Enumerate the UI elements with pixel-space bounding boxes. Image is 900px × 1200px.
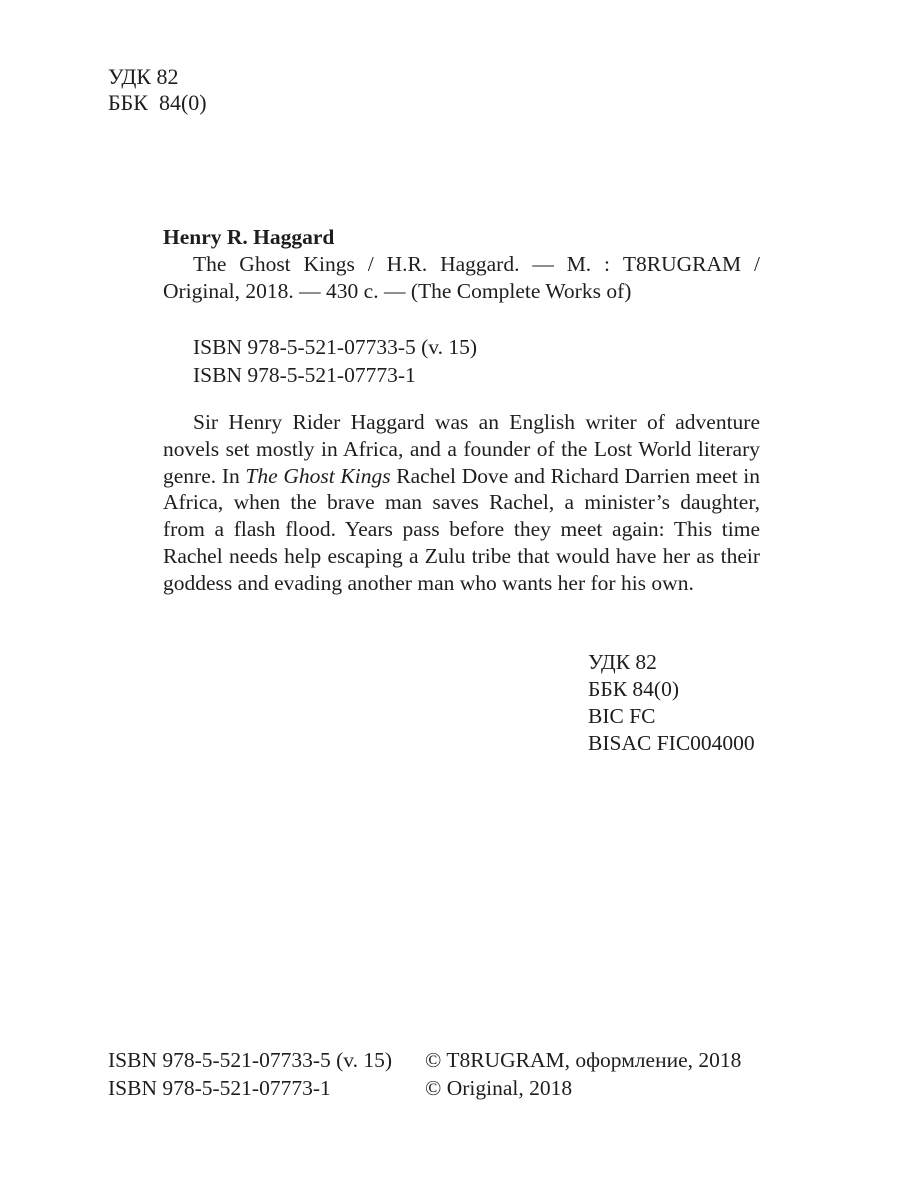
udk-code: УДК 82	[588, 650, 657, 674]
annotation-text-after: Rachel Dove and Richard Darrien meet in Africa, when the brave man saves Rachel, a minister’s daughter, from a flash flood. Years pass before they meet again: This time Rachel needs help escaping a Zulu tribe that would have her as their goddess and evading another man who wants her for his own.	[163, 463, 760, 595]
udk-code-top: УДК 82	[108, 64, 179, 89]
bibliographic-record-line-1: The Ghost Kings / H.R. Haggard. — М. : T8RUGRAM /	[193, 252, 760, 276]
copyright-original: © Original, 2018	[425, 1076, 573, 1100]
annotation-book-title-italic: The Ghost Kings	[245, 463, 391, 488]
bbk-code-top: ББК 84(0)	[108, 90, 207, 115]
bisac-code: BISAC FIC004000	[588, 731, 755, 755]
isbn-series: ISBN 978-5-521-07773-1	[193, 363, 416, 387]
footer-isbn-column	[108, 1046, 392, 1102]
imprint-block	[163, 224, 760, 305]
isbn-block	[193, 333, 477, 389]
classification-codes-block	[588, 649, 755, 757]
top-classification-codes	[108, 64, 207, 116]
annotation-paragraph	[163, 409, 760, 597]
annotation-text-before: Sir Henry Rider Haggard was an English writer of adventure novels set mostly in Africa, and a founder of the Lost World literary genre. In	[163, 410, 760, 488]
isbn-volume: ISBN 978-5-521-07733-5 (v. 15)	[193, 335, 478, 359]
footer-copyright-column	[425, 1046, 741, 1102]
bic-code: BIC FC	[588, 704, 656, 728]
bbk-code: ББК 84(0)	[588, 677, 679, 701]
author-name: Henry R. Haggard	[163, 225, 335, 249]
footer-isbn-volume: ISBN 978-5-521-07733-5 (v. 15)	[108, 1048, 393, 1072]
copyright-design: © T8RUGRAM, оформление, 2018	[425, 1048, 742, 1072]
footer-isbn-series: ISBN 978-5-521-07773-1	[108, 1076, 331, 1100]
bibliographic-record-line-2: Original, 2018. — 430 с. — (The Complete Works of)	[163, 279, 632, 303]
